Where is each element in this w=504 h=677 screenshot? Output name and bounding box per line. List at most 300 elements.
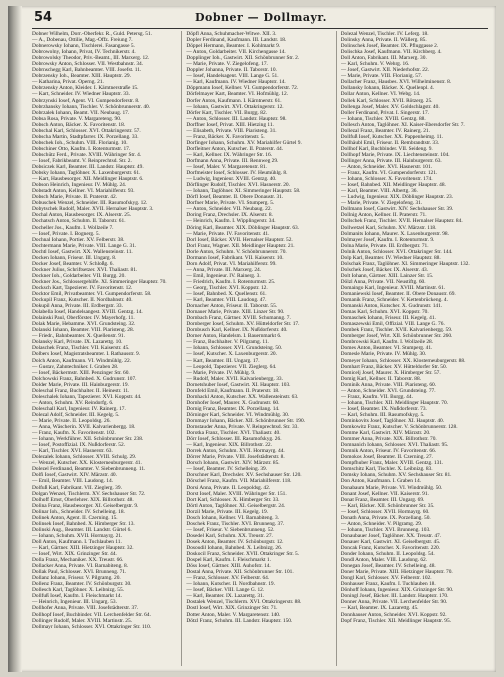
directory-entry: Domhart Franz, Bäcker. XV. Hütteldorfer Str. 50. [340, 363, 447, 370]
directory-entry: — Iosef, Bahnbed. XII. Meidlinger Hauptstr. 48. [340, 182, 446, 189]
directory-entry: Doncak Franz, Kutscher. X. Favoritenstr. 220. [340, 544, 441, 551]
directory-entry: Dockner Jos., Schlossergehilfe. XI. Simmeringer Hauptstr. 70. [32, 278, 167, 285]
directory-entry: Domsky Iohann, Schuhm. XV. Sechshauser Str. 81. [340, 472, 452, 479]
directory-entry: Dorfmeister Iosef, Schlosser. IV. Heumühlg. 8. [186, 170, 288, 177]
entry-columns [32, 31, 490, 666]
directory-entry: Dobscha Martin, Stadtpfarrer. IX. Porzellang. 33. [32, 133, 139, 140]
directory-entry: Dollfuß Iosef, Kaufm. I. Fleischmarkt 14. [32, 593, 122, 600]
directory-entry: Dörninger Karl, Schneider. VI. Windmühlg. 30. [186, 411, 290, 418]
directory-entry: Dornauer Marie, Private. XIII. Linzer Str. 90. [186, 309, 285, 316]
directory-entry: Dolschek Josef, Bäcker. IX. Alserstr. 43. [340, 266, 429, 273]
directory-entry: Dorfmann Anna, Private. III. Rennweg 29. [186, 157, 279, 164]
directory-entry: — Anna, Private. III. Marxerg. 24. [186, 266, 262, 273]
directory-entry: — Iohann, Tischler. XVI. Brunneng. 103. [340, 526, 431, 533]
directory-entry: Dorzil Marie, Private. III. Kegelg. 19. [186, 508, 269, 515]
directory-entry: Dörr Iosef, Schlosser. III. Rasumofskyg. 26. [186, 436, 282, 443]
directory-entry: Dobrzensky Ioh., Beamter. XIII. Hauptstr. 29. [32, 73, 131, 80]
directory-entry: Dobsch Marie, Private. II. Praterstr. 42. [32, 194, 118, 201]
directory-entry: Dobrzensky Anton, Kleider. I. Kärntnerstraße 15. [32, 85, 139, 92]
directory-entry: — Emil, Ingenieur. IV. Rainerg. 3. [186, 272, 261, 279]
directory-entry: Dollenz Franz, Beamter. IV. Schönburgstr. 30. [32, 581, 132, 588]
directory-entry: Domanik Franz, Schneider. V. Kettenbrückeng. 4. [340, 297, 448, 304]
directory-entry: Dochal Anton, Hausbesorger. IX. Alserstr. 25. [32, 212, 132, 219]
directory-entry: — Franz, Kaufm. VI. Gumpendorferstr. 121. [340, 170, 438, 177]
directory-entry: Dorfinger Iohann, Schuhm. XV. Mariahilfer Gürtel 9. [186, 139, 302, 146]
directory-entry: Dorfner Marie, Private. VI. Stumperg. 5. [186, 200, 275, 207]
directory-entry: Dobsa Rosa, Private. V. Margareteng. 90. [32, 115, 122, 122]
directory-entry: Dockner Julius, Schriftsetzer. XVI. Thaliastr. 81. [32, 266, 138, 273]
directory-entry: Dorl Iosef, Bäcker. XVII. Hernalser Hauptstr. 52. [186, 236, 293, 243]
directory-entry: — Karl, Beamter. VIII. Laudong. 47. [186, 297, 267, 304]
directory-entry: Dolinski Aug., Beamter. III. Landstr. Gürtel 6. [32, 526, 132, 533]
directory-entry: — Friedrich, Kaufm. I. Rotenturmstr. 25. [186, 278, 276, 285]
directory-entry: Dobrzhansky Iohann, Tischler. V. Schönbrunnerstr. 40. [32, 103, 151, 110]
directory-entry: Docktor Emil, Privatbeamter. VI. Gumpendorferstr. 58. [32, 291, 152, 298]
directory-entry: Dönhoff Iohann, Ingenieur. XIX. Grinzinger Str. 90. [340, 587, 454, 594]
directory-entry: Dollhofer Anna, Private. VIII. Josefstädterstr. 37. [32, 605, 139, 612]
directory-entry: Doller Ferdinand, Privat. I. Singerstr. 17. [340, 109, 429, 116]
directory-entry: — Iosef, Postoffizial. IX. Nußdorferstr. 52. [32, 442, 126, 449]
directory-entry: Dolbers Iosef, Magistratsbeamter. I. Rathausstr. 9. [32, 351, 141, 358]
directory-entry: Dobsiczek Karl, Beamter. III. Landstr. Hauptstr. 49. [32, 164, 144, 171]
directory-entry: Döring Karl, Beamter. XIX. Döblinger Hauptstr. 63. [186, 224, 300, 231]
directory-entry: Dorfleitner Anton, Kutscher. II. Praterstr. 44. [186, 145, 284, 152]
directory-entry: — Iohann, Schuhm. XVII. Hormayrg. 21. [32, 532, 123, 539]
directory-entry: Dornbusch Karl, Kellner. IX. Nußdorferstr. 40. [186, 327, 288, 334]
directory-entry: — Karl, Tischler. XVI. Hasnerstr. 63. [32, 448, 113, 455]
directory-entry: Dobschütz Ferd., Private. XVIII. Währinger Str. 4. [32, 151, 142, 158]
directory-entry: Domaingo Karl, Ingenieur. XVIII. Martinstr. 61. [340, 284, 446, 291]
directory-entry: — Georg, Tischler. XVI. Koppstr. 12. [186, 284, 268, 291]
directory-entry: Domberger Josef, Wirt. XII. Schönbrunner Str. 260. [340, 333, 453, 340]
directory-entry: Donauer Karl, Gastwirt. XI. Geiselbergstr. 45. [340, 538, 441, 545]
directory-entry: Donder Iohann, Schuhm. II. Leopoldsg. 54. [340, 551, 435, 558]
directory-entry: Domnik Anton, Friseur. IV. Favoritenstr. 66. [340, 448, 437, 455]
directory-entry: Doskocil Franz, Schneider. XVII. Ottakringer Str. 5. [186, 551, 300, 558]
directory-entry: — Iosef, Handelsagent. VIII. Lange G. 51. [186, 73, 279, 80]
directory-entry: Dobner Wilhelm, Dorr.-Oberfekr. R., Guld. Petersg. 51. [32, 31, 153, 37]
directory-entry: Dobrzynski Iosef, Agent. VI. Gumpendorferstr. 8. [32, 97, 140, 104]
directory-entry: Dopplinger Ioh., Gastwirt. XII. Schönbrunner Str. 2. [186, 55, 300, 62]
directory-entry: Döppmann Iosef, Kellner. VI. Gumpendorferstr. 72. [186, 85, 299, 92]
directory-entry: Dochtermann Marie, Private. VIII. Lange G. 31. [32, 242, 137, 249]
directory-entry: Dolinschek Josef, Beamter. IX. Pfluggasse 2. [340, 43, 439, 50]
directory-entry: Dobson Heinrich, Ingenieur. IV. Mühlg. 24. [32, 182, 127, 189]
directory-entry: Dominik Anna, Private. VIII. Piaristeng. 60. [340, 381, 437, 388]
directory-entry: Domaniewski Iosef, Beamter. II. Obere Donaustr. 69. [340, 291, 456, 298]
directory-entry: — Karl, Schuhm. III. Rasumofskyg. 5. [340, 411, 425, 418]
directory-entry: Dolinek Anton, Agent. II. Czerning. 15. [32, 514, 118, 521]
directory-entry: Dollanz Iohann, Friseur. V. Pilgramg. 20. [32, 575, 121, 582]
directory-entry: Domicelj Josef, Maurer. X. Himberger Str. 57. [340, 369, 441, 376]
directory-entry: Dornacher Anton, Friseur. II. Taborstr. 55. [186, 303, 278, 310]
directory-entry: — Franz, Kaufm. VII. Burgg. 44. [340, 393, 413, 400]
directory-entry: Dolezal Adolf, Schneider. III. Kegelg. 5. [32, 411, 120, 418]
directory-entry: Docker Josef, Beamter. V. Schloßg. 6. [32, 260, 114, 267]
directory-entry: Doleschalek Iohann, Tapezierer. XVI. Koppstr. 44. [32, 393, 142, 400]
directory-entry: Dornhackl Anton, Kutscher. XX. Wallensteinstr. 63. [186, 393, 299, 400]
entry-column-3 [341, 31, 490, 666]
directory-entry: Dolgan Wenzel, Tischlerm. XV. Sechshauser Str. 72. [32, 490, 146, 497]
directory-entry: Dolina Franz, Hausbesorger. XI. Geiselbergstr. 9. [32, 502, 139, 509]
directory-entry: — Marie, Private. VIII. Florianig. 57. [340, 73, 422, 80]
directory-entry: Dobrowolsky Theodor, Priv.-Beamt., III. Marxerg. 12. [32, 55, 150, 62]
directory-entry: Dommer Anna, Private. XIX. Billrothstr. 70. [340, 436, 437, 443]
directory-entry: Domaszewski Emil, Offizial. VIII. Lange G. 76. [340, 321, 445, 328]
directory-entry: Dombek Franz, Tischler. XVII. Kalvarienbergg. 59. [340, 327, 453, 334]
book-gutter-shadow [8, 6, 22, 672]
directory-entry: Dopler Ferdinand, Kaufmann. III. Landstr. 18. [186, 37, 287, 44]
directory-entry: — Katharina, Privat. Operng. 21. [32, 79, 104, 86]
directory-entry: Domkowitz Franz, Kutscher. V. Schönbrunnerstr. 128. [340, 424, 458, 431]
directory-entry: — Karl, Gärtner. XIII. Hietzinger Hauptstr. 32. [32, 544, 134, 551]
directory-entry: Dolla Franz, Mechaniker. XX. Treustr. 66. [32, 557, 124, 564]
directory-entry: Doring Franz, Drechsler. IX. Alserstr. 8. [186, 212, 273, 219]
directory-entry: Dorst Iosef, Maler. XVIII. Währinger Str. 151. [186, 490, 287, 497]
directory-entry: Docksch Kart, Tapezierer. IV. Favoritenstr. 12. [32, 284, 133, 291]
directory-page [8, 6, 496, 672]
directory-entry: — Iohann, Tischler. XII. Meidlinger Hauptstr. 70. [340, 399, 449, 406]
directory-entry: Dorn Adolf, Privat. VI. Mariahilferstr. 99. [186, 260, 277, 267]
directory-entry: — Franz, Schlosser. XV. Felberstr. 64. [186, 575, 270, 582]
directory-entry: — Marie, Private. IV. Favoritenstr. 41. [186, 230, 270, 237]
directory-entry: Dornetshuber Iosef, Gastwirt. XI. Hauptstr. 103. [186, 381, 291, 388]
directory-entry: Dosoudil Iohann, Bahnbed. X. Leibnizg. 26. [186, 544, 283, 551]
directory-entry: Dobuschek Wenzel, Schneider. III. Rasumofskyg. 12. [32, 200, 148, 207]
directory-entry: Dolchowski Franz, Bahnbed. X. Gudrunstr. 107. [32, 375, 137, 382]
directory-entry: Dollfuß Iosef, Kutscher. XX. Pappenheimg. 11. [340, 133, 444, 140]
directory-entry: Dominkovits Josef, Taglöhner. XI. Hauptstr. 40. [340, 418, 445, 424]
directory-entry: Dollwetzel Karl, Schuhm. XV. Märzstr. 118. [340, 224, 437, 231]
directory-entry: Doner Marie, Private. XIII. Hietzinger Hauptstr. 70. [340, 569, 453, 576]
directory-entry: Dockner Ioh., Goldarbeiter. VII. Burgg. 20. [32, 272, 126, 279]
directory-entry: Dollar Anton, Kellner. VI. Webg. 14. [340, 91, 421, 98]
directory-entry: Döppel Hermann, Beamter. I. Kohlmarkt 9. [186, 43, 281, 50]
directory-entry: Dorsch Iohann, Gastwirt. XIV. Märzstr. 85. [186, 460, 280, 467]
directory-entry: — Karl, Kaufmann. IV. Wiedner Hauptstr. 14. [186, 79, 286, 86]
directory-entry: Dokupil Anna, Private. III. Erdbergstr. 33. [32, 303, 123, 310]
directory-entry: Dollhopf Iosef, Buchbinder. VII. Lerchenfelder Str. 64. [32, 611, 151, 618]
directory-entry: Dörfer Kart, Tischler. VII. Burgg. 82. [186, 109, 267, 116]
directory-entry: Dorle Anton, Schuhm. V. Schönbrunnerstr. 70. [186, 248, 287, 255]
directory-entry: — Iosef, Maler. V. Margaretenstr. 81. [186, 164, 267, 171]
directory-entry: Donaubauer Josef, Taglöhner. XX. Treustr. 47. [340, 532, 442, 539]
directory-entry: Domnanich Iohann, Schlosser. XVI. Thaliastr. 95. [340, 442, 449, 449]
directory-entry: Dolabella Iosef, Handelsangest. XVIII. Gentzg. 14. [32, 309, 143, 316]
directory-entry: Dollhäubl Emil, Friseur. II. Rembrandtstr. 33. [340, 139, 440, 146]
directory-entry: Dörfelmayer Kart, Beamter. VI. Hofmühlg. 12. [186, 91, 289, 98]
directory-entry: Donhauser Franz, Kaufm. I. Tuchlauben 18. [340, 581, 436, 588]
directory-entry: Dostal Anna, Private. XII. Schönbrunner Str. 101. [186, 569, 294, 576]
directory-entry: Doschek Franz, Tischler. XVI. Brunneng. 37. [186, 520, 285, 527]
directory-entry: — Iosef, Private. I. Bognerg. 5. [32, 230, 100, 237]
directory-entry: — Kart, Hausbesorger. XII. Meidlinger Hauptstr. 6. [32, 176, 144, 183]
directory-entry: Dobrnschegg Karl, Bahnbeamter. VIII. Josefst. 11. [32, 67, 142, 74]
directory-entry: — Karl, Beamter. VIII. Albertg. 36. [340, 188, 418, 195]
directory-entry: Dorrek Anton, Schuhm. XVII. Hormayrg. 44. [186, 448, 285, 455]
directory-entry: Doleschal Franz, Buchhalter. II. Heinestr. 11. [32, 387, 130, 394]
directory-entry: — Karl, Schuhm. V. Wehrg. 16. [340, 61, 410, 68]
directory-entry: — Iosef, Kutscher. X. Laxenburgerstr. 20. [186, 351, 277, 358]
directory-entry: — Iosef, Beamter. IV. Schelleing. 39. [186, 466, 268, 473]
directory-entry: Dolanski Iohann, Beamter. VIII. Piaristeng. 28. [32, 327, 135, 334]
directory-entry: Domanski Anton, Kutscher. X. Gudrunstr. 141. [340, 303, 443, 310]
directory-entry: — Emil, Beamter. VIII. Laudong. 14. [32, 478, 114, 485]
directory-entry: Dochatsch Anton, Schuhm. II. Taborstr. 61. [32, 218, 126, 225]
directory-entry: Donnhauser Anton, Schneider. XVI. Koppstr. 92. [340, 611, 447, 618]
directory-entry: Dolinsky Anna, Private. II. Wällerg. 85. [340, 37, 427, 44]
directory-entry: Dollacher Franz, Hausbes. XVI. Wilhelminenstr. 8. [340, 79, 452, 86]
directory-entry: Dolezal Wenzel, Tischler. IV. Leferg. 18. [340, 31, 429, 37]
directory-entry: Dollezal Franz, Beamter. IV. Rainerg. 21. [340, 127, 430, 134]
directory-entry: Dörflinger Rudolf, Tischler. XVI. Hasnerstr. 20. [186, 182, 290, 189]
directory-entry: Dollesch Karl, Taglöhner. X. Leibnizg. 55. [32, 587, 125, 594]
directory-entry: Dorsi Anna, Private. II. Leopoldsg. 42. [186, 484, 271, 491]
directory-entry: Dobrowolny, Iohann, Privat, IV. Technikerstr. 4. [32, 49, 136, 56]
directory-entry: Dörschel Franz, Kaufm. VII. Mariahilferstr. 118. [186, 478, 292, 485]
directory-entry: Dolmanits Iohann, Maurer. X. Laxenburgerstr. 98. [340, 230, 449, 237]
directory-entry: — Franz, Bäcker. X. Favoritenstr. 5. [186, 133, 265, 140]
directory-entry: Dollmann Iosef, Gastwirt. XIV. Sechshauser Str. 39. [340, 206, 454, 213]
directory-entry: — Karl, Bäcker. XII. Schönbrunner Str. 35. [340, 502, 435, 509]
directory-entry: Dolischka Josef, Kaufmann. VII. Kirchberg. 4. [340, 49, 442, 56]
directory-entry: — Karl, Beamter. IX. Lazarettg. 31. [186, 593, 265, 600]
directory-entry: — Friedr., Bahnbeamter. X. Quellenstr. 91. [32, 333, 125, 340]
directory-entry: Dörfl Iosef, Beamter. II. Obere Donaustr. 31. [186, 194, 284, 201]
page-number: 54 [34, 10, 53, 25]
directory-entry: — Franz, Kaufm. X. Favoritenstr. 102. [32, 430, 116, 437]
directory-entry: Dornbach Franz, Gärtner. XVIII. Schumanng. 7. [186, 315, 291, 322]
directory-entry: Dolhoff Ernst, Oberlehrer. XIX. Billrothstr. 48. [32, 496, 134, 503]
directory-entry: — Anton, Schuhm. XV. Reindorfg. 6. [32, 399, 114, 406]
directory-entry: — Rudolf, Maler. XVII. Kalvarienbergg. 33. [186, 375, 283, 382]
directory-entry: Dollek Karl, Schlosser. XVII. Rötzerg. 25. [340, 97, 433, 104]
directory-entry: Donner Anna, Private. VII. Lerchenfelder Str. 90. [340, 599, 448, 606]
directory-entry: — Kart, Schneider. IV. Wiedner Hauptstr. 33. [32, 91, 130, 98]
directory-entry: Donabaum Marie, Private. VI. Windmühlg. 50. [340, 484, 443, 491]
directory-entry: Dörrer Marie, Private. VIII. Josefstädterstr. 8. [186, 454, 285, 461]
directory-entry: — Iosef, Bahnbed. X. Quellenstr. 61. [186, 291, 267, 298]
directory-entry: — Karl, Beamter. IX. Lazarettg. 45. [340, 605, 419, 612]
running-head: Dobner — Dollmayr. [194, 11, 328, 24]
directory-entry: — Wenzel, Kutscher. XX. Klosterneuburgerstr. 41. [32, 460, 142, 467]
directory-entry: — Ludwig, Ingenieur. XIX. Döblinger Hauptstr. 23. [340, 194, 454, 201]
directory-entry: — Heinrich, Kaufm. I. Wipplingerstr. 34. [186, 218, 276, 225]
directory-entry: Dolainski Paul, Oberförster. IV. Mayerhofg. 11. [32, 315, 135, 322]
directory-entry: Docheller Jos., Kaufm. I. Wollzeile 7. [32, 224, 114, 231]
header-rule [32, 28, 488, 29]
directory-entry: Döpfl Anna, Schuhmacher-Witwe. XII. 3. [186, 31, 277, 37]
directory-entry: Doll Anton, Kaufmann. I. Tuchlauben 11. [32, 538, 122, 545]
directory-entry: Dospel Karl, Kaufm. I. Fleischmarkt 1. [186, 557, 271, 564]
directory-entry: Dollschek Franz, Tischler. XVII. Hernalser Hauptstr. 84. [340, 218, 463, 225]
directory-entry: Dorl Franz, Wagner. XII. Meidlinger Hauptstr. 21. [186, 242, 295, 249]
directory-entry: Doll Anton, Fabrikant. III. Marxerg. 30. [340, 55, 427, 62]
directory-entry: Domesle Marie, Private. IV. Mühlg. 30. [340, 351, 427, 358]
directory-entry: Dollesch Anton, Taglöhner. XI. Kaiser-Ebersdorfer Str. 7. [340, 121, 465, 128]
directory-entry: Dobrowsky Anton, Schlosser. VII. Westbahnstr. 34. [32, 61, 144, 68]
directory-entry: Dolp Karl, Beamter. IV. Wiedner Hauptstr. 88. [340, 254, 441, 261]
directory-entry: — Iohann, Tischler. XVIII. Gentzg. 88. [340, 115, 426, 122]
directory-entry: — Kart, Beamter. III. Ungarg. 17. [186, 357, 260, 364]
directory-entry: Dondl Anton, Maler. VIII. Laudong. 62. [340, 557, 428, 564]
directory-entry: — Iosef, Bäcker. VIII. Lange G. 12. [186, 587, 265, 594]
directory-entry: — Anton, Schlosser. III. Landstr. Hauptstr. 98. [186, 115, 287, 122]
directory-entry: Domme Karl, Gastwirt. XIV. Märzstr. 20. [340, 430, 431, 437]
directory-entry: — Iohann, Kutscher. II. Nordbahnstr. 19. [186, 581, 275, 588]
directory-entry: Donath Anna, Private. IX. Porzellang. 50. [340, 514, 431, 521]
directory-entry: Dolezalek Iohann, Schlosser. XVIII. Schulg. 29. [32, 454, 137, 461]
directory-entry: Döss Iosef, Gärtner. XIII. Auhofstr. 14. [186, 563, 271, 570]
directory-entry: — Anton, Schneider. V. Pilgramg. 29. [340, 520, 423, 527]
directory-entry: Dorfer Anton, Kaufmann. I. Kärntnerstr. 61. [186, 97, 282, 104]
directory-entry: Domig Karl, Kellner. II. Taborstr. 88. [340, 375, 422, 382]
directory-entry: Dobschal Karl, Schlosser. XVI. Ottakringerstr. 57. [32, 127, 141, 134]
directory-entry: Donat Franz, Beamter. III. Ungarg. 69. [340, 496, 425, 503]
directory-entry: Dockupil Franz, Kutscher. II. Nordbahnstr. 40. [32, 297, 133, 304]
directory-entry: Domschitz Karl, Tischler. X. Leibnizg. 83. [340, 466, 433, 473]
directory-entry: Dongl Karl, Schlosser. XV. Felberstr. 102. [340, 575, 432, 582]
directory-entry: Dolder Marie, Private. III. Hainburgerstr. 19. [32, 381, 129, 388]
directory-entry: — Gustav, Zahntechniker. I. Graben 28. [32, 363, 119, 370]
directory-entry: Dollansky Iohann, Bäcker. X. Quellenpl. 4. [340, 85, 435, 92]
directory-entry: Domas Karl, Schuhm. XVI. Koppstr. 70. [340, 309, 429, 316]
directory-entry: Dorschner Karl, Drechsler. XV. Sechshauser Str. 120. [186, 472, 302, 479]
directory-entry: Doppler Johanna, Private. II. Taborstr. 10. [186, 67, 277, 74]
directory-entry: Dobschek Ioh., Schuhm. VIII. Florianig. 10. [32, 139, 128, 146]
directory-entry: — Franz, Buchhalter. V. Pilgramg. 11. [186, 339, 269, 346]
directory-entry: Dobschiner Otto, Kaufm. I. Rotenturmstr. 17. [32, 145, 131, 152]
directory-entry: Domeyer Iohann, Schlosser. XX. Klosterneuburgerstr. 88. [340, 357, 466, 364]
directory-entry: Dötzl Franz, Schuhm. III. Landstr. Hauptstr. 150. [186, 617, 293, 624]
directory-entry: Dollinger Anna, Private. III. Hainburgerstr. 63. [340, 157, 442, 164]
directory-entry: — Iohann, Schlosser. XVI. Grundsteing. 50. [186, 345, 283, 352]
directory-entry: Dolinar Ioh., Schneider. IV. Schelleing. 18. [32, 508, 125, 515]
directory-entry: Dotter Anton, Maler. V. Margaretenstr. 140. [186, 611, 281, 618]
directory-entry: Dosch Iohann, Kellner. VI. Barnabiteng. 3. [186, 514, 280, 521]
directory-entry: Dornfeld Emil, Kaufmann. II. Praterstr. 18. [186, 387, 280, 394]
directory-entry: Dobsch Anton, Bäcker. X. Favoritenstr. 18. [32, 121, 126, 128]
directory-entry: — Iosef, Fabrikbeamt. V. Reinprechtsd. Str. 2. [32, 157, 132, 164]
directory-entry: — Iohann, Werkführer. XII. Schönbrunner Str. 238. [32, 436, 144, 443]
directory-entry: Dornstauder Anna, Private. V. Reinprechtsd. Str. 33. [186, 424, 299, 431]
directory-entry: Dolinsek Iosef, Bahnbed. X. Himberger Str. 13. [32, 520, 135, 527]
directory-entry: Dobrzalek Iohann, Beamt. VII. Neubaug. 17. [32, 109, 130, 116]
directory-entry: Dornig Franz, Beamter. IX. Porzellang. 14. [186, 405, 280, 412]
directory-entry: Dollinger Rudolf, Maler. XVIII. Martinstr. 25. [32, 617, 133, 624]
directory-entry: Dollnig Anton, Kellner. II. Praterstr. 71. [340, 212, 427, 219]
directory-entry: Dolfuß Karl, Fabrikant. VII. Zieglerg. 39. [32, 484, 122, 491]
directory-entry: — Iosef, Wirt. XIX. Grinzinger Str. 44. [32, 551, 117, 558]
directory-entry: Dolaschek Franz, Tischler. VII. Kaiserstr. 45. [32, 345, 130, 352]
directory-entry: — Iosef, Schlosser. XVII. Hormayrg. 60. [340, 508, 430, 515]
directory-entry: — Ludwig, Ingenieur. XVIII. Gentzg. 40. [186, 176, 277, 183]
directory-entry: Dorner Anton, Handelsm. I. Bauernmarkt 6. [186, 333, 282, 340]
directory-entry: Dolt Iohann, Gärtner. XIII. Lainzer Str. 15. [340, 272, 434, 279]
directory-entry: Dolfi Iosef, Gastwirt. XIV. Märzstr. 40. [32, 472, 117, 479]
directory-entry: — Anton, Schneider. VII. Neubaug. 22. [186, 206, 272, 213]
directory-entry: Dornhofer Iosef, Maurer. X. Gudrunstr. 60. [186, 399, 280, 406]
directory-entry: — Anton, Goldarbeiter. VII. Kirchengasse 14. [186, 49, 286, 56]
entry-column-2 [186, 31, 336, 666]
directory-entry: Dompfhuber Franz, Maler. XVIII. Gentzg. 131. [340, 460, 444, 467]
directory-entry: Dostl Iosef, Wirt. XIX. Grinzinger Str. 71. [186, 605, 278, 612]
directory-entry: Dobstadt Anton, Kellner. VI. Mariahilferstr. 93. [32, 188, 135, 195]
directory-entry: Dollacker Anna, Private. VI. Barnabiteng. 8. [32, 563, 129, 570]
directory-entry: Domokos Josef, Beamter. II. Czerning. 27. [340, 454, 433, 461]
directory-entry: — Anton, Schneider. XVI. Grundsteing. 77. [340, 387, 436, 394]
directory-entry: Doningl Josef, Bäcker. III. Landstr. Hauptstr. 170. [340, 593, 449, 600]
directory-entry: Dopf Franz, Tischler. XII. Meidlinger Hauptstr. 95. [340, 617, 452, 624]
directory-entry: Dorotka Franz, Tischler. XVI. Thaliastr. 40. [186, 430, 281, 437]
directory-entry: — Iohann, Taglöhner. XI. Simmeringer Hauptstr. 58. [186, 188, 301, 195]
directory-entry: — Marie, Private. V. Ziegelofeng. 17. [186, 61, 268, 68]
directory-entry: Dolezel Ferdinand, Beamter. V. Siebenbrunneng. 11. [32, 466, 146, 473]
directory-entry: — Iohann, Schlosser. X. Favoritenstr. 174. [340, 176, 433, 183]
directory-entry: Dollhof Karl, Buchbinder. VII. Seideng. 9. [340, 145, 433, 152]
directory-entry: — Elisabeth, Private. VIII. Piaristeng. 31. [186, 127, 277, 134]
directory-entry: Dostalek Wenzel, Tischlerm. XVI. Ottakringerstr. 88. [186, 599, 302, 606]
directory-entry: — Iosef, Friseur. V. Siebenbrunneng. 52. [186, 526, 275, 533]
directory-entry: Dölzl Anna, Private. VII. Neustiftg. 60. [340, 278, 426, 285]
directory-entry: — Anton, Schneider. XVI. Hasnerstr. 101. [340, 164, 432, 171]
directory-entry: Don Anton, Kaufmann. I. Graben 14. [340, 478, 422, 485]
directory-entry: Dosedel Karl, Schuhm. XX. Treustr. 27. [186, 532, 273, 539]
directory-entry: — Karl, Kellner. IX. Währinger Str. 16. [186, 151, 273, 158]
directory-entry: Dochnal Iohann, Portier. XV. Felberstr. 38. [32, 236, 125, 243]
directory-entry: Donegan Josef, Beamter. IV. Schelleing. 48. [340, 563, 436, 570]
directory-entry: Dollmayr Iohann, Schlosser. XVI. Ottakringer Str. 110. [32, 623, 152, 630]
directory-entry: Doleschall Karl, Ingenieur. IV. Rainerg. 17. [32, 405, 126, 412]
directory-entry: Dolak Marie, Hebamme. XVI. Grundsteing. 32. [32, 321, 136, 328]
directory-entry: — Marie, Private. V. Ziegelofeng. 31. [340, 200, 423, 207]
directory-entry: Dornmayr Iohann, Bäcker. XII. Schönbrunner Str. 190. [186, 418, 306, 424]
directory-entry: — Anna, Wäscherin. XVII. Kalvarienbergg. 18. [32, 424, 136, 431]
entry-column-1 [32, 31, 182, 666]
directory-entry: Docken Iohann, Friseur. III. Ungarg. 8. [32, 254, 117, 261]
directory-entry: — Heinrich, Ingenieur. III. Ungarg. 53. [32, 599, 117, 606]
directory-entry: Domes Anton, Beamter. VI. Stumperg. 41. [340, 345, 433, 352]
directory-entry: — Marie, Private. II. Leopoldsg. 26. [32, 418, 111, 424]
directory-entry: Domaschek Iohann, Friseur. III. Kegelg. 41. [340, 315, 436, 322]
directory-entry: — Karl, Ingenieur. XIX. Billrothstr. 22. [186, 442, 272, 449]
directory-entry: Dochtl Iosef, Gastwirt. XX. Wallensteinstr. 11. [32, 248, 133, 255]
directory-entry: Dobnerowsky Iohann, Tischlerei. Fasangasse 5. [32, 43, 135, 50]
directory-entry: — Leopold, Tapezierer. VII. Zieglerg. 64. [186, 363, 277, 370]
directory-entry: Dolmayer Josef, Kaufm. I. Rotenturmstr. 9. [340, 236, 435, 243]
directory-entry: Dollenga Josef, Maler. XV. Goldschlagstr. 40. [340, 103, 440, 110]
directory-entry: — Iosef, Bäckermstr. XIII. Penzinger Str. 60. [32, 369, 130, 376]
directory-entry: — A., Dobenau, Ottilie, Mag.-Offz. Freiung 7. [32, 37, 133, 44]
directory-entry: — Josef, Gastwirt. XII. Niederhofstr. 22. [340, 67, 429, 74]
directory-entry: Dornberger Iosef, Schuhm. XV. Hütteldorfer Str. 17. [186, 321, 300, 328]
directory-entry: Donant Josef, Kellner. VII. Kaiserstr. 91. [340, 490, 429, 497]
directory-entry: Dolna Marie, Private. III. Erdbergstr. 71. [340, 242, 429, 249]
directory-entry: Dobsky Iohann, Taglöhner. X. Laxenburgerstr. 61. [32, 170, 141, 177]
directory-entry: Dombrowski Karl, Kaufm. I. Wollzeile 28. [340, 339, 434, 346]
directory-entry: Dörtl Anton, Taglöhner. XI. Geiselbergstr. 24. [186, 502, 286, 509]
directory-entry: — Iohann, Gastwirt. XVI. Ottakringerstr. 12. [186, 103, 284, 110]
directory-entry: Dolch Anton, Kaufmann. VI. Windmühlg. 22. [32, 357, 132, 364]
directory-entry: Dolschak Franz, Taglöhner. XI. Simmeringer Hauptstr. 132. [340, 260, 470, 267]
directory-entry: — Iosef, Beamter. IX. Nußdorferstr. 73. [340, 405, 427, 412]
directory-entry: Dolnik Anton, Schlosser. XVI. Ottakringer Str. 144. [340, 248, 453, 255]
directory-entry: Dort Karl, Schlosser. X. Himberger Str. 33. [186, 496, 280, 503]
page-header [34, 10, 488, 28]
directory-entry: Dollak Paul, Schlosser. XVI. Brunneng. 71. [32, 569, 127, 576]
directory-entry: Dosek Anton, Beamter. IV. Schönburgstr. 12. [186, 538, 284, 545]
directory-entry: — Marie, Private. IV. Mühlg. 9. [186, 369, 256, 376]
